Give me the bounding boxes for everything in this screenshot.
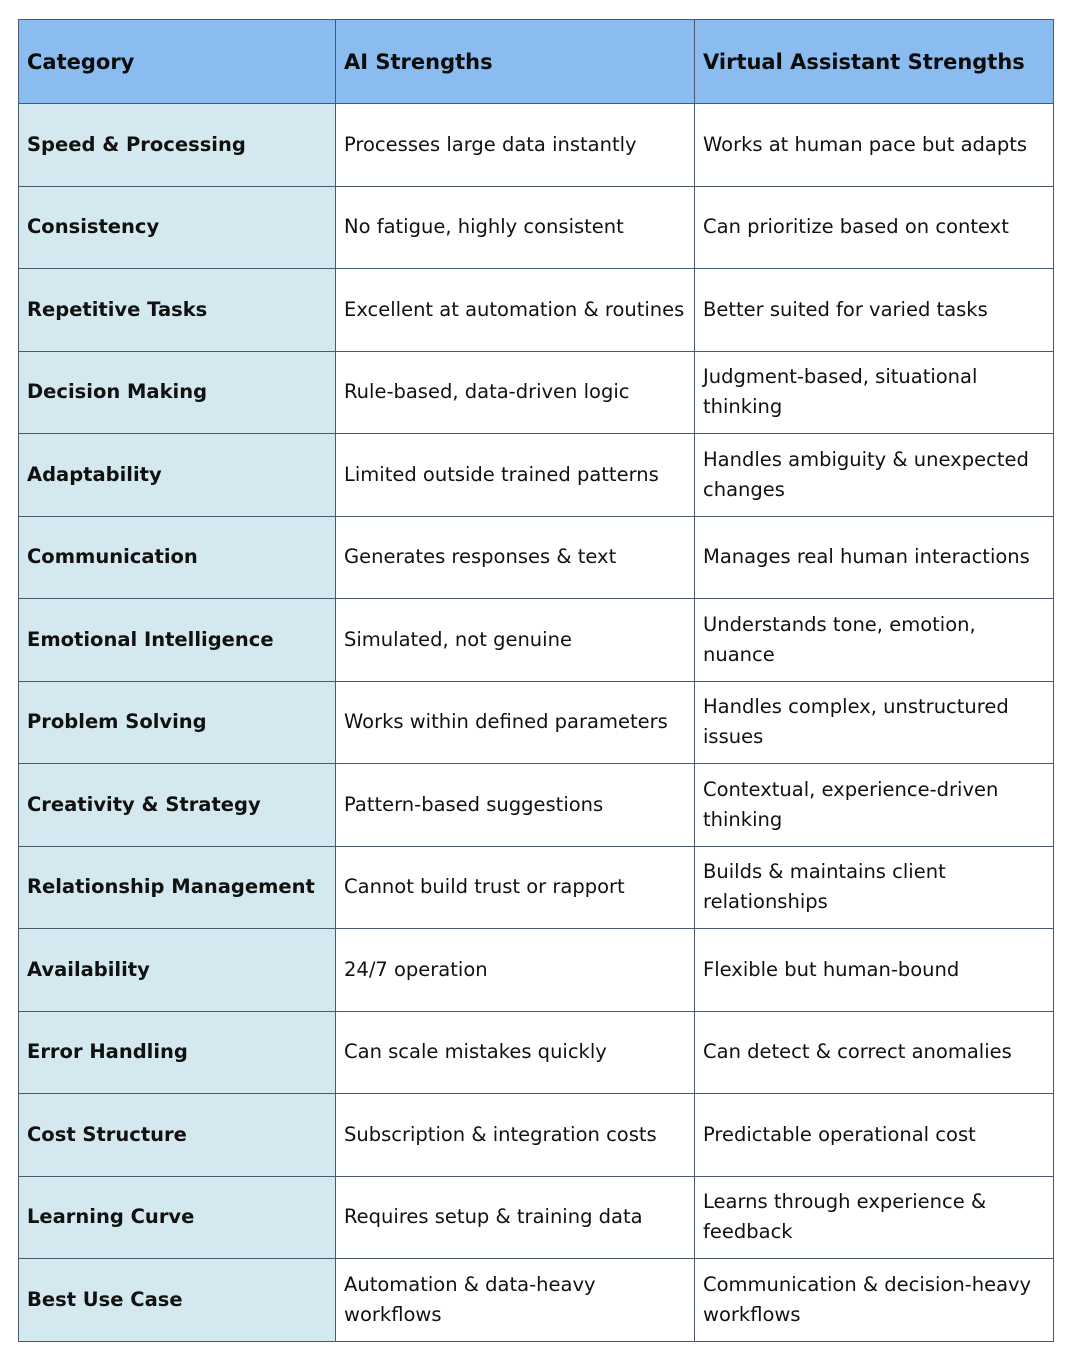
- table-row: [19, 269, 1054, 352]
- va-strength-cell: Understands tone, emotion, nuance: [695, 599, 1054, 682]
- header-row: [19, 20, 1054, 104]
- ai-strength-cell: 24/7 operation: [336, 929, 695, 1012]
- ai-strength-cell: No fatigue, highly consistent: [336, 186, 695, 269]
- ai-strength-cell: Rule-based, data-driven logic: [336, 351, 695, 434]
- table-row: [19, 104, 1054, 187]
- table-row: [19, 186, 1054, 269]
- va-strength-cell: Manages real human interactions: [695, 516, 1054, 599]
- ai-strength-cell: Generates responses & text: [336, 516, 695, 599]
- va-strength-cell: Handles ambiguity & unexpected changes: [695, 434, 1054, 517]
- ai-strength-cell: Can scale mistakes quickly: [336, 1011, 695, 1094]
- va-strength-cell: Contextual, experience-driven thinking: [695, 764, 1054, 847]
- va-strength-cell: Can detect & correct anomalies: [695, 1011, 1054, 1094]
- category-cell: Speed & Processing: [19, 104, 336, 187]
- table-row: [19, 434, 1054, 517]
- table-row: [19, 1094, 1054, 1177]
- va-strength-cell: Learns through experience & feedback: [695, 1176, 1054, 1259]
- va-strength-cell: Works at human pace but adapts: [695, 104, 1054, 187]
- va-strength-cell: Judgment-based, situational thinking: [695, 351, 1054, 434]
- category-cell: Creativity & Strategy: [19, 764, 336, 847]
- category-cell: Cost Structure: [19, 1094, 336, 1177]
- category-cell: Availability: [19, 929, 336, 1012]
- table-row: [19, 764, 1054, 847]
- table-row: [19, 929, 1054, 1012]
- ai-strength-cell: Subscription & integration costs: [336, 1094, 695, 1177]
- ai-strength-cell: Processes large data instantly: [336, 104, 695, 187]
- table-row: [19, 681, 1054, 764]
- category-cell: Error Handling: [19, 1011, 336, 1094]
- ai-strength-cell: Pattern-based suggestions: [336, 764, 695, 847]
- table-row: [19, 1011, 1054, 1094]
- va-strength-cell: Communication & decision-heavy workflows: [695, 1259, 1054, 1342]
- table-row: [19, 599, 1054, 682]
- category-cell: Adaptability: [19, 434, 336, 517]
- va-strength-cell: Can prioritize based on context: [695, 186, 1054, 269]
- header-ai-strengths: AI Strengths: [336, 20, 695, 104]
- category-cell: Communication: [19, 516, 336, 599]
- ai-strength-cell: Simulated, not genuine: [336, 599, 695, 682]
- table-row: [19, 846, 1054, 929]
- category-cell: Best Use Case: [19, 1259, 336, 1342]
- header-va-strengths: Virtual Assistant Strengths: [695, 20, 1054, 104]
- category-cell: Emotional Intelligence: [19, 599, 336, 682]
- ai-strength-cell: Excellent at automation & routines: [336, 269, 695, 352]
- category-cell: Decision Making: [19, 351, 336, 434]
- ai-strength-cell: Cannot build trust or rapport: [336, 846, 695, 929]
- va-strength-cell: Builds & maintains client relationships: [695, 846, 1054, 929]
- category-cell: Repetitive Tasks: [19, 269, 336, 352]
- category-cell: Problem Solving: [19, 681, 336, 764]
- va-strength-cell: Flexible but human-bound: [695, 929, 1054, 1012]
- table-row: [19, 1259, 1054, 1342]
- table-row: [19, 351, 1054, 434]
- category-cell: Learning Curve: [19, 1176, 336, 1259]
- table-body: [19, 104, 1054, 1342]
- va-strength-cell: Predictable operational cost: [695, 1094, 1054, 1177]
- ai-strength-cell: Requires setup & training data: [336, 1176, 695, 1259]
- ai-strength-cell: Works within defined parameters: [336, 681, 695, 764]
- ai-strength-cell: Automation & data-heavy workflows: [336, 1259, 695, 1342]
- table-header: [19, 20, 1054, 104]
- va-strength-cell: Handles complex, unstructured issues: [695, 681, 1054, 764]
- va-strength-cell: Better suited for varied tasks: [695, 269, 1054, 352]
- ai-strength-cell: Limited outside trained patterns: [336, 434, 695, 517]
- table-row: [19, 516, 1054, 599]
- header-category: Category: [19, 20, 336, 104]
- category-cell: Relationship Management: [19, 846, 336, 929]
- table-row: [19, 1176, 1054, 1259]
- comparison-table: [18, 19, 1054, 1342]
- category-cell: Consistency: [19, 186, 336, 269]
